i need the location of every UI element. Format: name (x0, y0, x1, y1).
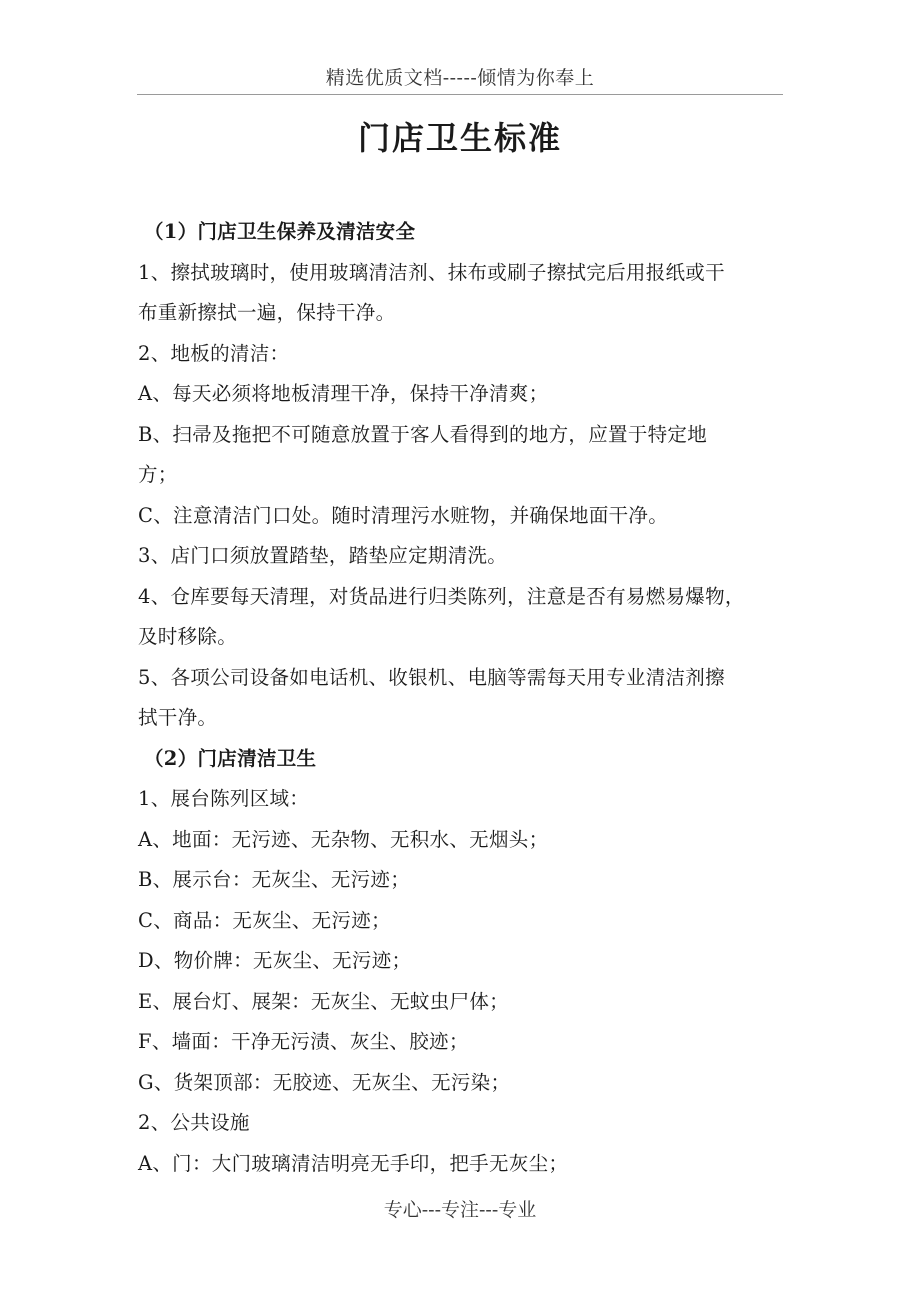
body-line: 4、仓库要每天清理，对货品进行归类陈列，注意是否有易燃易爆物， (138, 584, 745, 608)
body-line: 布重新擦拭一遍，保持干净。 (138, 301, 396, 324)
section-heading: （2）门店清洁卫生 (144, 746, 317, 770)
body-line: A、地面：无污迹、无杂物、无积水、无烟头； (138, 827, 549, 851)
body-line: 1、擦拭玻璃时，使用玻璃清洁剂、抹布或刷子擦拭完后用报纸或干 (138, 260, 725, 284)
section-heading: （1）门店卫生保养及清洁安全 (144, 220, 416, 243)
body-line: C、注意清洁门口处。随时清理污水赃物，并确保地面干净。 (138, 503, 669, 527)
body-line: D、物价牌：无灰尘、无污迹； (138, 949, 412, 972)
body-line: 1、展台陈列区域： (138, 787, 310, 810)
page-footer: 专心---专注---专业 (383, 1199, 537, 1221)
body-line: 拭干净。 (138, 706, 218, 729)
body-line: B、扫帚及拖把不可随意放置于客人看得到的地方，应置于特定地 (138, 422, 708, 446)
body-line: 方； (138, 463, 178, 486)
header-divider (137, 94, 783, 95)
body-line: C、商品：无灰尘、无污迹； (138, 908, 391, 932)
body-line: 5、各项公司设备如电话机、收银机、电脑等需每天用专业清洁剂擦 (138, 665, 725, 689)
body-line: A、门：大门玻璃清洁明亮无手印，把手无灰尘； (138, 1151, 569, 1175)
page-header: 精选优质文档-----倾情为你奉上 (325, 67, 595, 89)
body-line: A、每天必须将地板清理干净，保持干净清爽； (138, 382, 549, 405)
body-line: B、展示台：无灰尘、无污迹； (138, 868, 411, 891)
body-line: 及时移除。 (138, 625, 238, 648)
body-line: G、货架顶部：无胶迹、无灰尘、无污染； (138, 1070, 511, 1094)
body-line: 2、地板的清洁： (138, 341, 290, 365)
body-line: E、展台灯、展架：无灰尘、无蚊虫尸体； (138, 989, 509, 1013)
body-line: 3、店门口须放置踏垫，踏垫应定期清洗。 (138, 544, 508, 567)
body-line: 2、公共设施 (138, 1111, 250, 1134)
body-line: F、墙面：干净无污渍、灰尘、胶迹； (138, 1030, 469, 1053)
document-title: 门店卫生标准 (357, 119, 562, 157)
document-body (138, 212, 798, 1184)
